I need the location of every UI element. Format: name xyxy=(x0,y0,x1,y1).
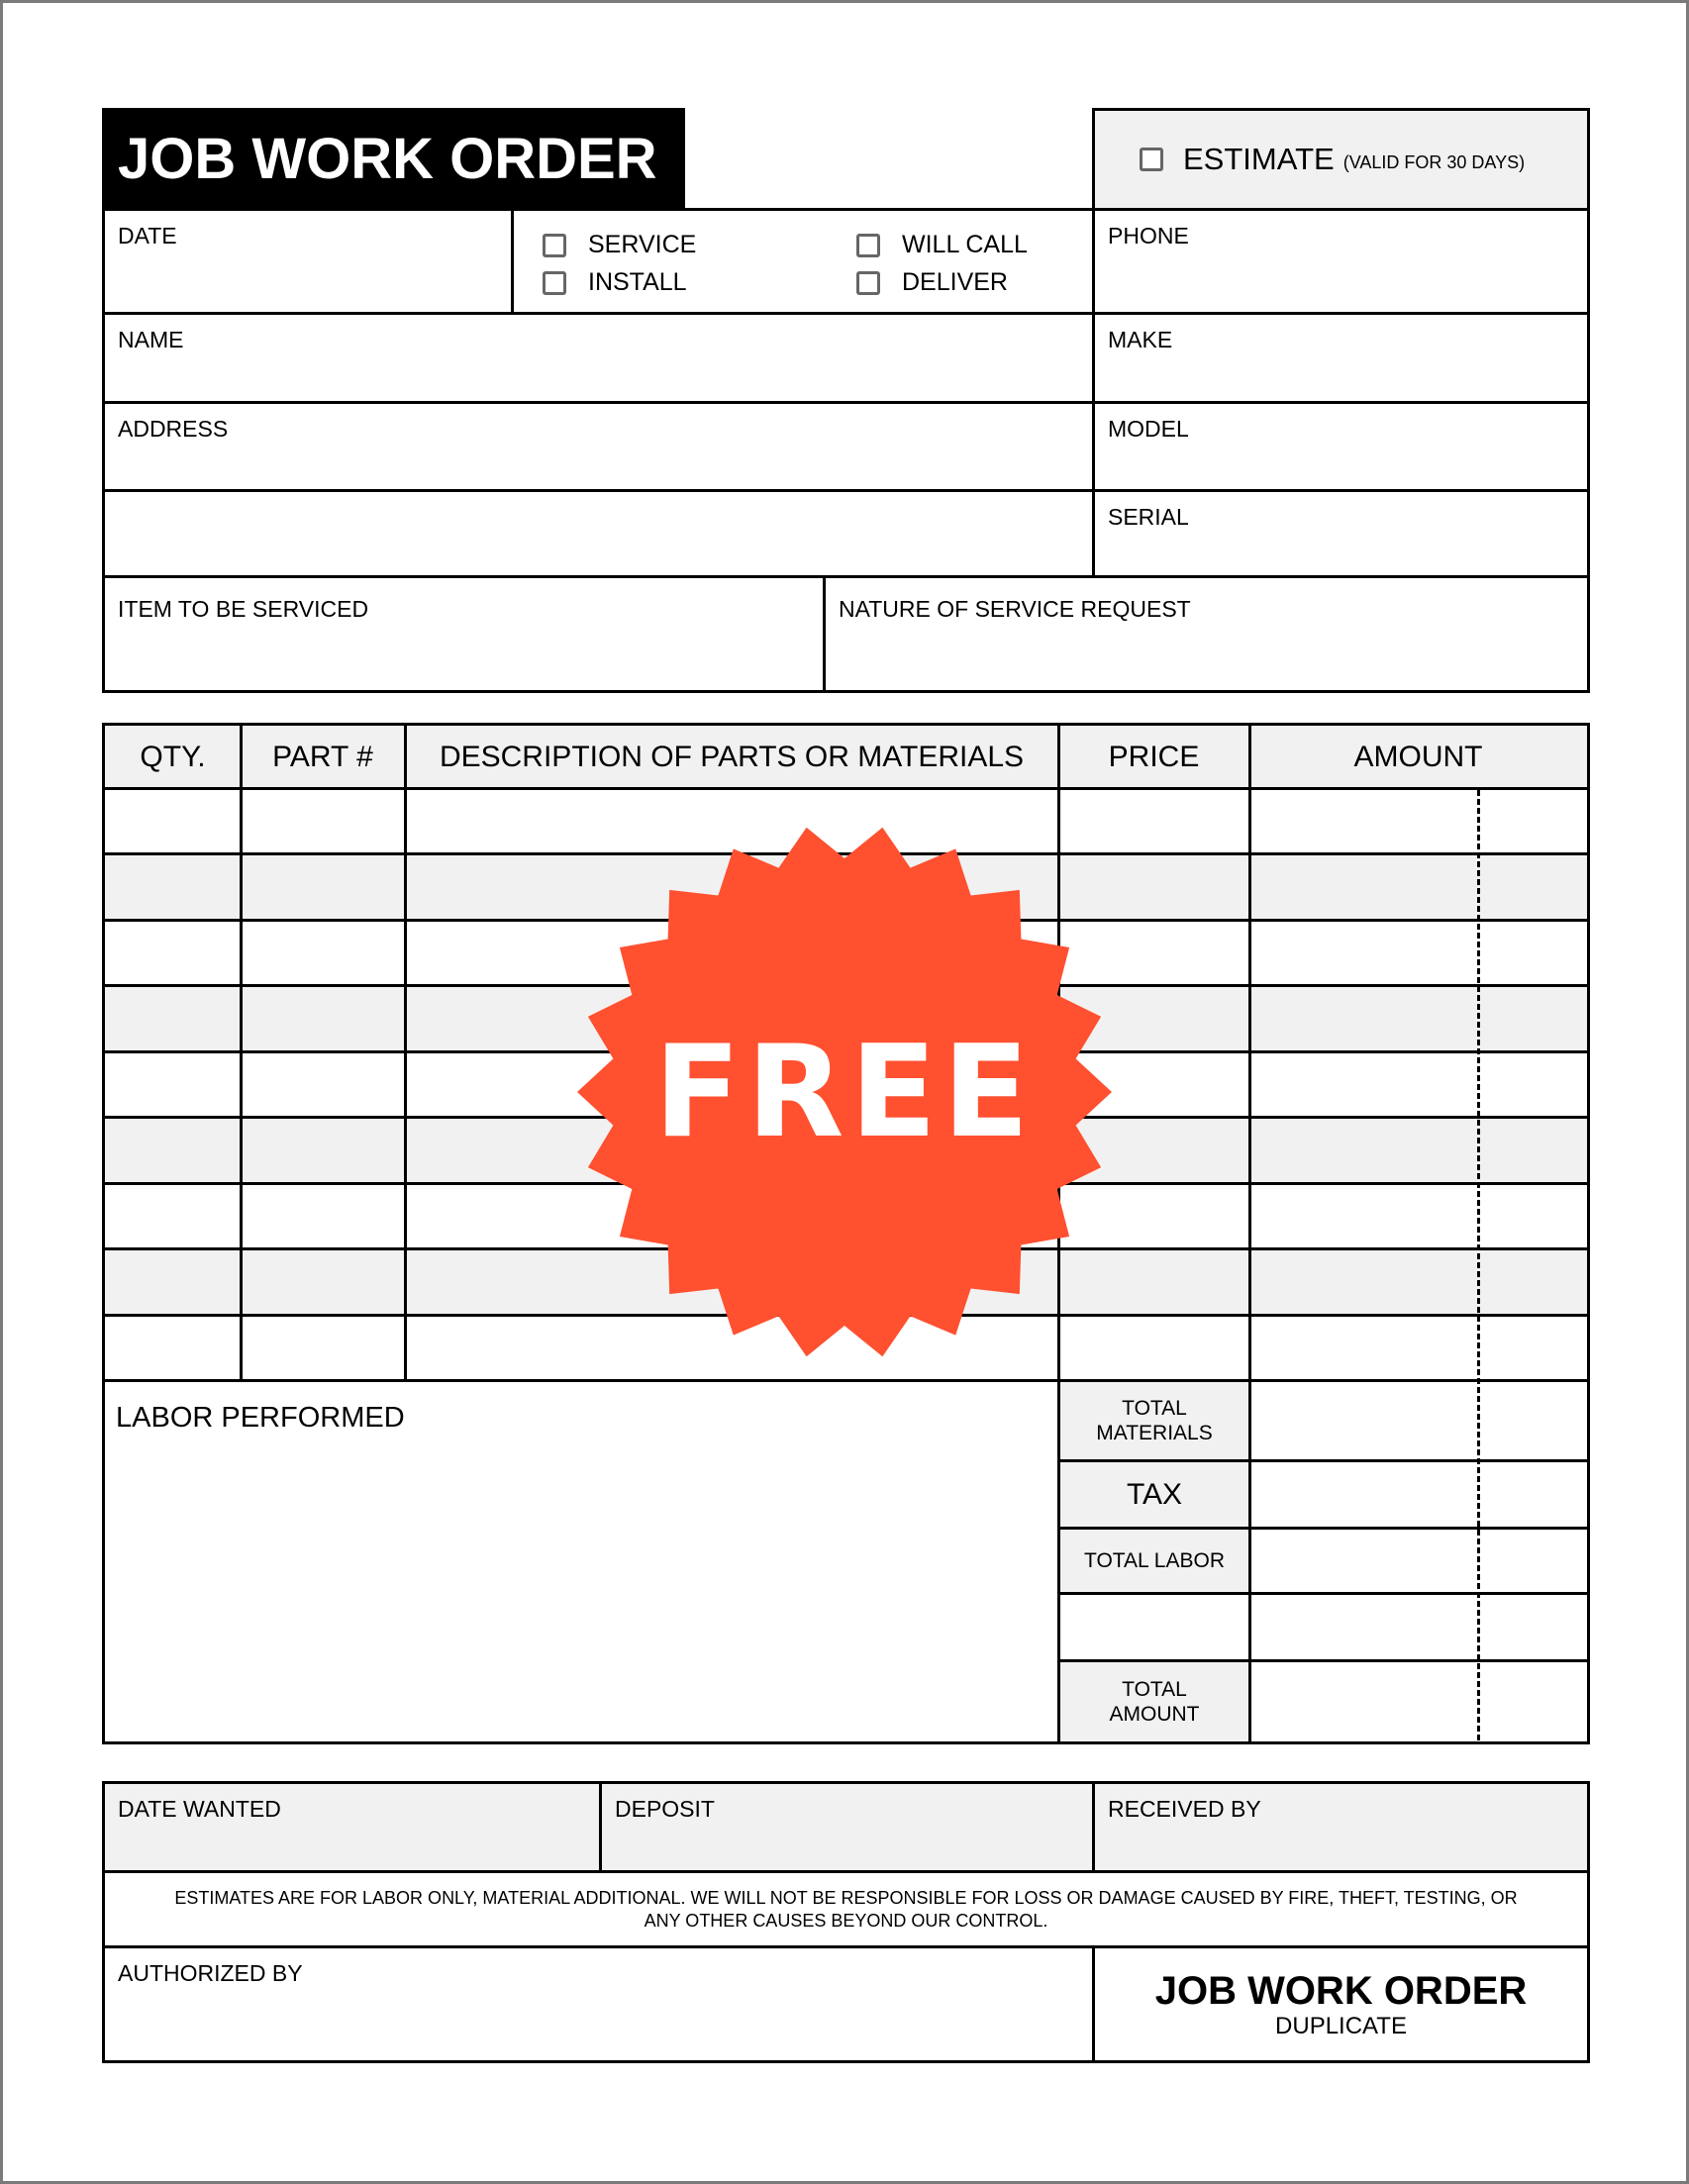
make-label: MAKE xyxy=(1108,327,1173,352)
deposit-field[interactable] xyxy=(599,1781,1096,1873)
authorized-by-field[interactable] xyxy=(102,1945,1096,2063)
total-amount-label: TOTAL AMOUNT xyxy=(1109,1677,1200,1726)
estimate-note: (VALID FOR 30 DAYS) xyxy=(1342,151,1526,172)
nature-of-service-field[interactable] xyxy=(823,575,1590,693)
form-copy-title: JOB WORK ORDER xyxy=(1154,1968,1528,2013)
column-header-part-number: PART # xyxy=(272,740,373,773)
will-call-checkbox[interactable] xyxy=(856,234,880,257)
terms-line-1: ESTIMATES ARE FOR LABOR ONLY, MATERIAL ADDITIONAL. WE WILL NOT BE RESPONSIBLE FOR LOSS OR DAMAGE CAUSED BY FIRE, THEFT, TESTING, OR xyxy=(174,1887,1518,1908)
service-checkbox[interactable] xyxy=(543,234,566,257)
service-label: SERVICE xyxy=(588,231,697,258)
table-column-rule xyxy=(1248,723,1251,1382)
deposit-label: DEPOSIT xyxy=(615,1796,715,1822)
estimate-box[interactable] xyxy=(1092,108,1590,211)
table-rule xyxy=(102,787,1590,790)
serial-field[interactable] xyxy=(1092,489,1590,578)
blank-total-value[interactable] xyxy=(1251,1595,1587,1659)
free-badge-text: FREE xyxy=(653,1018,1036,1166)
total-labor-value[interactable] xyxy=(1251,1530,1587,1592)
deliver-checkbox[interactable] xyxy=(856,271,880,295)
nature-of-service-label: NATURE OF SERVICE REQUEST xyxy=(839,596,1191,622)
item-to-be-serviced-field[interactable] xyxy=(102,575,826,693)
phone-label: PHONE xyxy=(1108,223,1189,248)
table-column-rule xyxy=(404,723,407,1382)
labor-performed-field[interactable] xyxy=(105,1382,1058,1741)
phone-field[interactable] xyxy=(1092,208,1590,315)
address-label: ADDRESS xyxy=(118,416,229,442)
item-to-be-serviced-label: ITEM TO BE SERVICED xyxy=(118,596,369,622)
serial-label: SERIAL xyxy=(1108,504,1189,530)
form-copy-type: DUPLICATE xyxy=(1275,2012,1407,2039)
column-header-amount: AMOUNT xyxy=(1353,740,1483,773)
deliver-label: DELIVER xyxy=(902,268,1008,296)
option-deliver[interactable] xyxy=(856,270,1008,295)
table-column-rule xyxy=(240,723,243,1382)
total-materials-label: TOTAL MATERIALS xyxy=(1096,1396,1213,1444)
column-header-qty: QTY. xyxy=(140,740,206,773)
address-line-2-field[interactable] xyxy=(102,489,1096,578)
estimate-label: ESTIMATE xyxy=(1183,142,1335,176)
tax-value[interactable] xyxy=(1251,1462,1587,1527)
total-labor-label: TOTAL LABOR xyxy=(1084,1548,1225,1572)
column-header-price: PRICE xyxy=(1108,740,1200,773)
authorized-by-label: AUTHORIZED BY xyxy=(118,1960,303,1986)
make-field[interactable] xyxy=(1092,312,1590,404)
service-options xyxy=(511,208,1096,315)
address-field[interactable] xyxy=(102,401,1096,492)
date-label: DATE xyxy=(118,223,177,248)
install-checkbox[interactable] xyxy=(543,271,566,295)
model-field[interactable] xyxy=(1092,401,1590,492)
option-will-call[interactable] xyxy=(856,233,1028,257)
name-field[interactable] xyxy=(102,312,1096,404)
received-by-label: RECEIVED BY xyxy=(1108,1796,1261,1822)
option-service[interactable] xyxy=(543,233,696,257)
name-label: NAME xyxy=(118,327,184,352)
form-copy-box xyxy=(1092,1945,1590,2063)
received-by-field[interactable] xyxy=(1092,1781,1590,1873)
labor-performed-label: LABOR PERFORMED xyxy=(116,1402,405,1434)
install-label: INSTALL xyxy=(588,268,687,296)
estimate-checkbox[interactable] xyxy=(1140,148,1163,171)
date-wanted-label: DATE WANTED xyxy=(118,1796,281,1822)
column-header-description: DESCRIPTION OF PARTS OR MATERIALS xyxy=(439,740,1025,773)
option-install[interactable] xyxy=(543,270,687,295)
date-wanted-field[interactable] xyxy=(102,1781,602,1873)
model-label: MODEL xyxy=(1108,416,1189,442)
blank-total-label xyxy=(1060,1595,1248,1659)
cents-separator xyxy=(1477,790,1480,1740)
terms-notice xyxy=(102,1870,1590,1948)
total-amount-value[interactable] xyxy=(1251,1662,1587,1741)
will-call-label: WILL CALL xyxy=(902,231,1028,258)
tax-label: TAX xyxy=(1126,1477,1183,1511)
date-field[interactable] xyxy=(102,208,514,315)
total-materials-value[interactable] xyxy=(1251,1382,1587,1459)
terms-line-2: ANY OTHER CAUSES BEYOND OUR CONTROL. xyxy=(644,1910,1048,1931)
form-title: JOB WORK ORDER xyxy=(102,108,685,211)
